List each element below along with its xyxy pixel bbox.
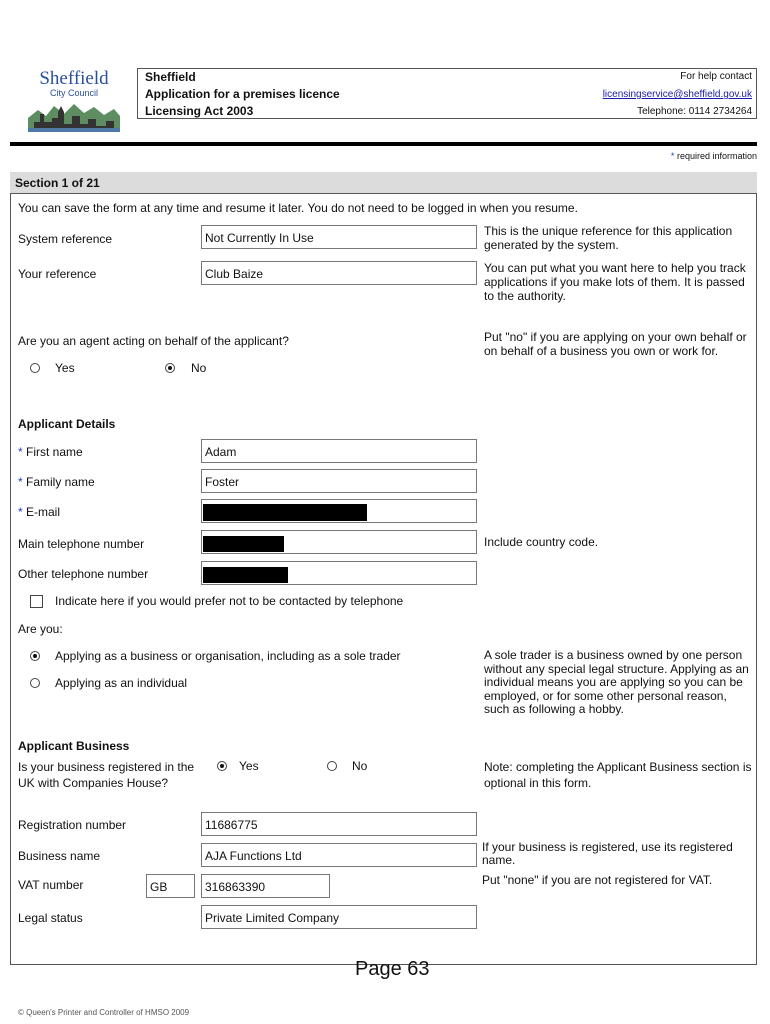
main-phone-label: Main telephone number bbox=[18, 537, 145, 551]
registered-question: Is your business registered in the UK with Companies House? bbox=[18, 760, 195, 790]
applicant-business-heading: Applicant Business bbox=[18, 739, 130, 753]
other-phone-field[interactable] bbox=[201, 561, 477, 585]
family-name-label bbox=[18, 475, 95, 489]
registration-number-field[interactable]: 11686775 bbox=[201, 812, 477, 836]
legal-status-field[interactable]: Private Limited Company bbox=[201, 905, 477, 929]
registered-help: Note: completing the Applicant Business section is optional in this form. bbox=[484, 760, 752, 790]
family-name-field[interactable]: Foster bbox=[201, 469, 477, 493]
family-name-label-text: Family name bbox=[26, 475, 95, 489]
your-reference-field[interactable]: Club Baize bbox=[201, 261, 477, 285]
no-phone-contact-checkbox[interactable] bbox=[30, 595, 43, 608]
header-rule bbox=[10, 142, 757, 146]
email-redaction bbox=[203, 504, 367, 521]
section-title: Section 1 of 21 bbox=[15, 176, 100, 190]
individual-option-label: Applying as an individual bbox=[55, 676, 188, 690]
system-reference-label: System reference bbox=[18, 232, 113, 246]
email-label bbox=[18, 505, 60, 519]
registered-yes-label: Yes bbox=[239, 759, 259, 773]
required-marker: * bbox=[670, 151, 675, 161]
registered-yes-radio[interactable] bbox=[217, 761, 227, 771]
email-label-text: E-mail bbox=[26, 505, 61, 519]
vat-number-label: VAT number bbox=[18, 878, 84, 892]
main-phone-field[interactable] bbox=[201, 530, 477, 554]
required-note bbox=[671, 151, 757, 161]
help-email-link[interactable]: licensingservice@sheffield.gov.uk bbox=[602, 89, 752, 100]
legal-status-label: Legal status bbox=[18, 911, 83, 925]
are-you-help: A sole trader is a business owned by one person without any special legal structure. Applying as an individual means you are applying so you can be employed, or for some other personal reason, such as following a hobby. bbox=[484, 648, 749, 716]
business-name-field[interactable]: AJA Functions Ltd bbox=[201, 843, 477, 867]
header-title-1: Sheffield bbox=[145, 70, 196, 84]
agent-no-label: No bbox=[191, 361, 207, 375]
section-header bbox=[10, 172, 757, 194]
agent-yes-label: Yes bbox=[55, 361, 75, 375]
logo-subtext: City Council bbox=[49, 88, 99, 98]
main-phone-help: Include country code. bbox=[484, 535, 599, 549]
copyright-footer: © Queen's Printer and Controller of HMSO 2009 bbox=[18, 1008, 190, 1017]
individual-option-radio[interactable] bbox=[30, 678, 40, 688]
header-title-2: Application for a premises licence bbox=[145, 87, 340, 101]
logo-graphic bbox=[24, 66, 124, 134]
agent-help: Put "no" if you are applying on your own behalf or on behalf of a business you own or work for. bbox=[484, 330, 747, 358]
required-marker: * bbox=[18, 445, 23, 459]
help-telephone: Telephone: 0114 2734264 bbox=[637, 106, 752, 117]
agent-question: Are you an agent acting on behalf of the applicant? bbox=[18, 334, 289, 348]
vat-prefix-field[interactable]: GB bbox=[146, 874, 195, 898]
vat-number-field[interactable]: 316863390 bbox=[201, 874, 330, 898]
business-option-label: Applying as a business or organisation, including as a sole trader bbox=[55, 649, 401, 663]
first-name-label-text: First name bbox=[26, 445, 83, 459]
business-name-help: If your business is registered, use its registered name. bbox=[482, 840, 733, 867]
page-number: Page 63 bbox=[355, 958, 430, 980]
business-option-radio[interactable] bbox=[30, 651, 40, 661]
applicant-details-heading: Applicant Details bbox=[18, 417, 116, 431]
no-phone-contact-label: Indicate here if you would prefer not to be contacted by telephone bbox=[55, 594, 404, 608]
agent-yes-radio[interactable] bbox=[30, 363, 40, 373]
your-reference-help: You can put what you want here to help you track applications if you make lots of them. It is passed to the authority. bbox=[484, 261, 746, 303]
registered-no-label: No bbox=[352, 759, 368, 773]
required-marker: * bbox=[18, 475, 23, 489]
business-name-label: Business name bbox=[18, 849, 101, 863]
other-phone-redaction bbox=[203, 567, 288, 583]
your-reference-label: Your reference bbox=[18, 267, 97, 281]
registration-number-label: Registration number bbox=[18, 818, 127, 832]
header-title-3: Licensing Act 2003 bbox=[145, 104, 254, 118]
system-reference-field[interactable]: Not Currently In Use bbox=[201, 225, 477, 249]
logo-text: Sheffield bbox=[39, 68, 109, 89]
required-marker: * bbox=[18, 505, 23, 519]
sheffield-city-council-logo bbox=[24, 66, 124, 134]
section-intro: You can save the form at any time and resume it later. You do not need to be logged in when you resume. bbox=[18, 201, 578, 215]
required-note-text: required information bbox=[676, 151, 757, 161]
email-field[interactable] bbox=[201, 499, 477, 523]
agent-no-radio[interactable] bbox=[165, 363, 175, 373]
system-reference-help: This is the unique reference for this application generated by the system. bbox=[484, 224, 733, 252]
first-name-field[interactable]: Adam bbox=[201, 439, 477, 463]
vat-help: Put "none" if you are not registered for VAT. bbox=[482, 873, 713, 887]
registered-no-radio[interactable] bbox=[327, 761, 337, 771]
other-phone-label: Other telephone number bbox=[18, 567, 149, 581]
are-you-label: Are you: bbox=[18, 622, 63, 636]
first-name-label bbox=[18, 445, 83, 459]
help-contact-label: For help contact bbox=[680, 71, 752, 82]
main-phone-redaction bbox=[203, 536, 284, 552]
